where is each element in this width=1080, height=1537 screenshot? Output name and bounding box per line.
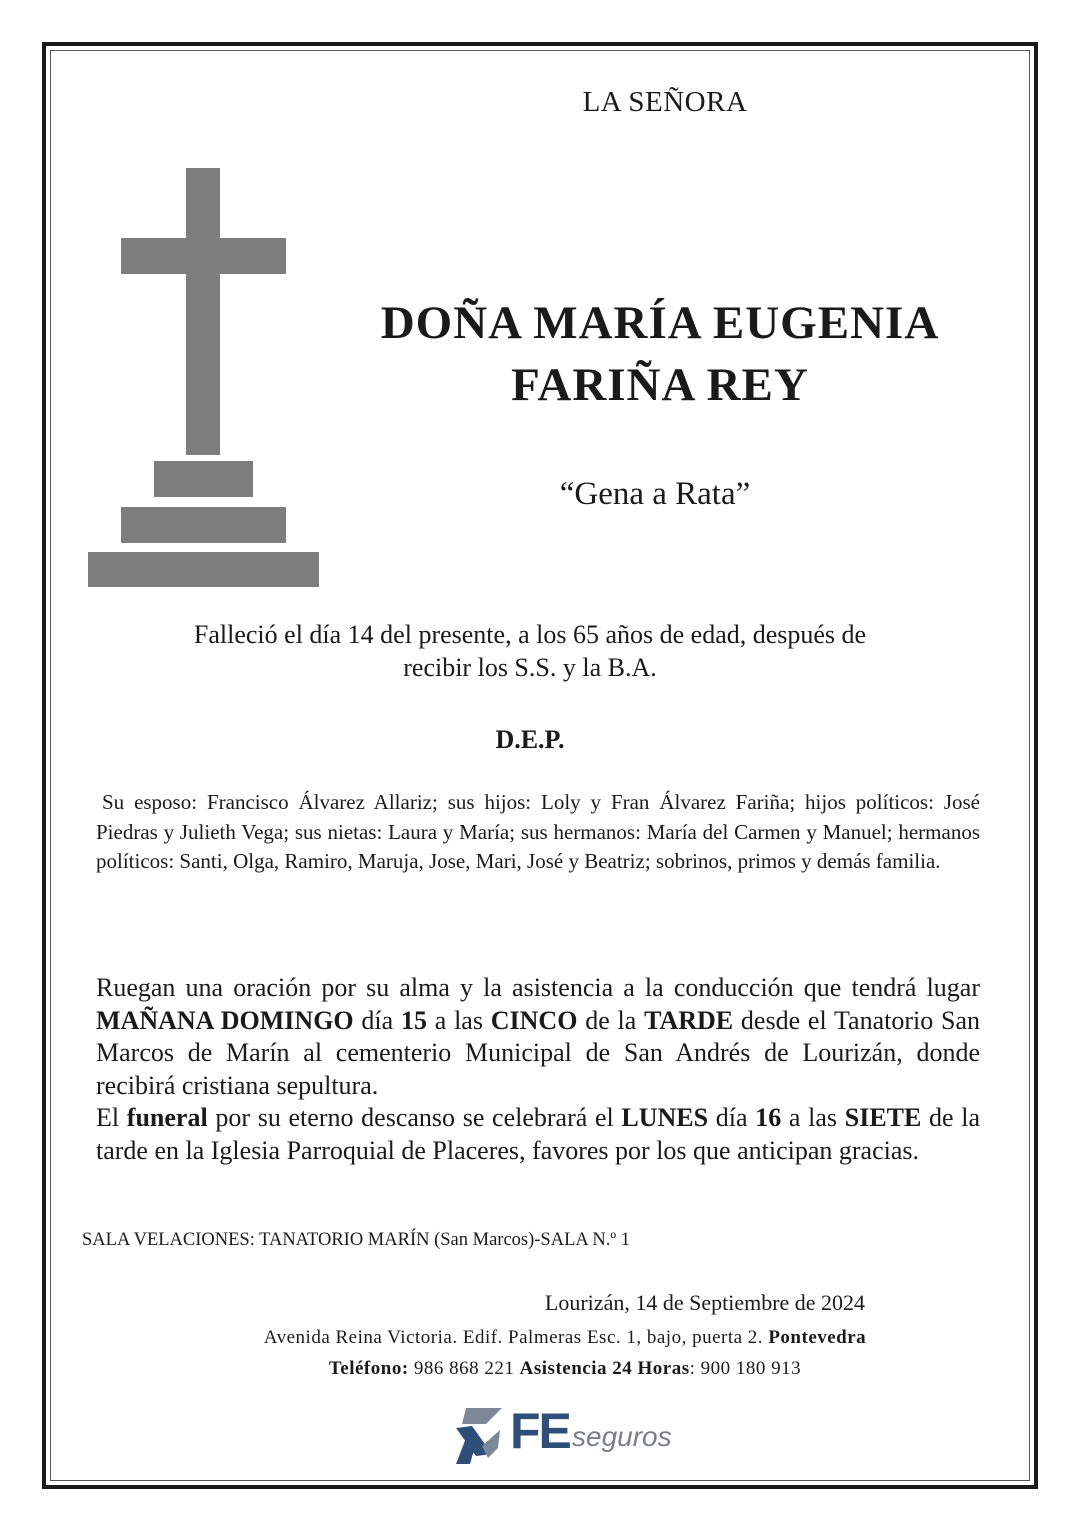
phone-number: 986 868 221: [408, 1358, 520, 1379]
funeral-text: El: [96, 1103, 127, 1132]
death-notice-line-2: recibir los S.S. y la B.A.: [403, 653, 657, 682]
funeral-home-address: [150, 1327, 980, 1349]
cross-step-top: [154, 461, 253, 497]
burial-text: día: [353, 1005, 401, 1035]
assistance-label: Asistencia 24 Horas: [519, 1358, 690, 1379]
heading-la-senora: LA SEÑORA: [582, 86, 748, 118]
viewing-room: SALA VELACIONES: TANATORIO MARÍN (San Marcos)-SALA N.º 1: [82, 1230, 630, 1250]
burial-paragraph: [96, 972, 980, 1102]
funeral-text: a las: [781, 1103, 845, 1132]
burial-text: desde el Tanatorio San Marcos de Marín al cementerio Municipal de San Andrés de Lourizán, donde recibirá cristiana sepultura.: [96, 1005, 981, 1100]
burial-text: de la: [577, 1005, 645, 1035]
burial-period: TARDE: [644, 1005, 734, 1035]
cross-horizontal-beam: [121, 238, 286, 274]
place-and-date: Lourizán, 14 de Septiembre de 2024: [544, 1290, 866, 1315]
ceremony-details: [96, 972, 980, 1167]
logo-brand: FE: [510, 1403, 570, 1459]
family-list: Su esposo: Francisco Álvarez Allariz; sus hijos: Loly y Fran Álvarez Fariña; hijos políticos: José Piedras y Julieth Vega; sus nietas: Laura y María; sus hermanos: María del Carmen y Manuel; hermanos políticos: Santi, Olga, Ramiro, Maruja, Jose, Mari, José y Beatriz; sobrinos, primos y demás familia.: [96, 790, 980, 873]
nickname: “Gena a Rata”: [559, 476, 751, 512]
name-line-1: DOÑA MARÍA EUGENIA: [380, 297, 940, 349]
burial-hour: CINCO: [490, 1005, 578, 1035]
funeral-paragraph: [96, 1102, 980, 1167]
funeral-text: por su eterno descanso se celebrará el: [207, 1103, 622, 1132]
funeral-date: 16: [755, 1103, 782, 1132]
funeral-text: de la tarde en la Iglesia Parroquial de Placeres, favores por los que anticipan gracias.: [96, 1103, 981, 1165]
address-city: Pontevedra: [768, 1327, 867, 1348]
cross-step-middle: [121, 507, 286, 543]
funeral-day: LUNES: [621, 1103, 709, 1132]
cross-vertical-beam: [186, 168, 220, 455]
address-text: Avenida Reina Victoria. Edif. Palmeras Esc. 1, bajo, puerta 2.: [263, 1327, 769, 1348]
burial-day: MAÑANA DOMINGO: [96, 1005, 354, 1035]
assistance-number: : 900 180 913: [689, 1358, 802, 1379]
contact-info: [150, 1358, 980, 1380]
funeral-text: día: [708, 1103, 756, 1132]
burial-text: Ruegan una oración por su alma y la asistencia a la conducción que tendrá lugar: [96, 973, 980, 1002]
fe-seguros-s-icon: [452, 1408, 504, 1464]
dep-label: D.E.P.: [495, 725, 565, 754]
death-notice: [90, 618, 970, 684]
burial-date: 15: [400, 1005, 427, 1035]
cross-step-bottom: [88, 552, 319, 587]
name-line-2: FARIÑA REY: [511, 359, 809, 411]
phone-label: Teléfono:: [328, 1358, 409, 1379]
funeral-word: funeral: [126, 1103, 208, 1132]
logo-suffix: seguros: [572, 1421, 672, 1452]
deceased-name: [330, 292, 990, 416]
death-notice-line-1: Falleció el día 14 del presente, a los 65 años de edad, después de: [193, 620, 867, 649]
burial-text: a las: [426, 1005, 491, 1035]
funeral-hour: SIETE: [844, 1103, 922, 1132]
